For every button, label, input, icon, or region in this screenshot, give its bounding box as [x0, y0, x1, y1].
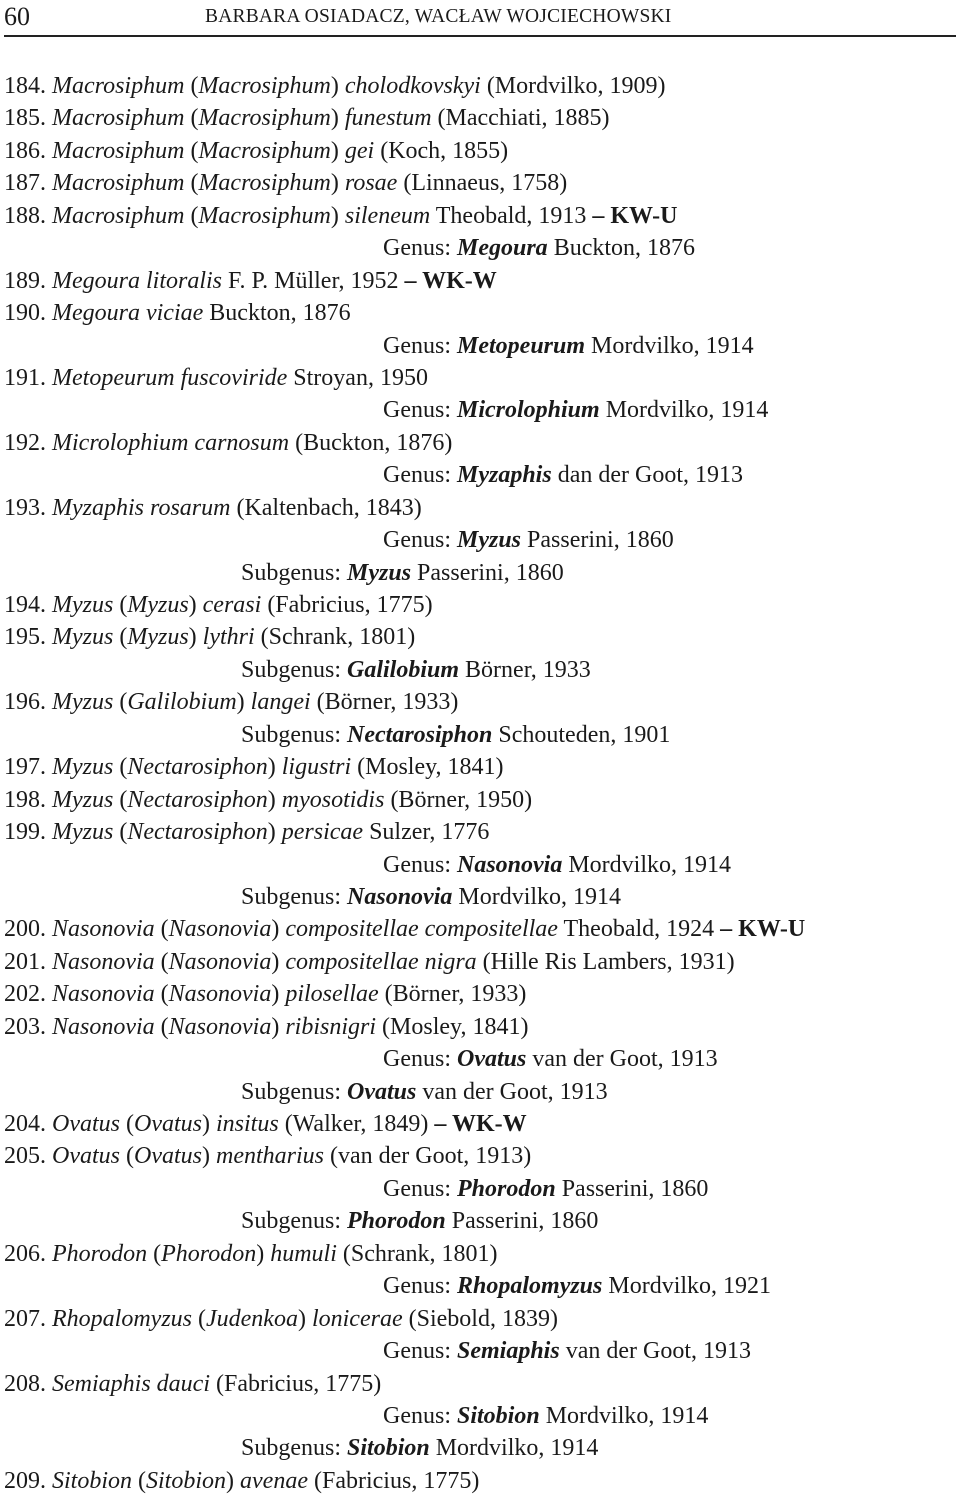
taxon-name: funestum: [344, 105, 432, 132]
plain-text: ): [267, 786, 282, 813]
plain-text: (: [113, 754, 128, 781]
subgenus-heading: [0, 1432, 960, 1464]
plain-text: Genus:: [383, 332, 457, 359]
status-code: – KW-U: [720, 916, 806, 943]
plain-text: 202.: [4, 981, 52, 1008]
plain-text: 189.: [4, 267, 52, 294]
taxon-name: Macrosiphum: [52, 202, 185, 229]
genus-heading: [0, 849, 960, 881]
plain-text: Theobald, 1924: [557, 916, 721, 943]
plain-text: ): [330, 170, 345, 197]
taxon-name: Semiaphis dauci: [52, 1370, 210, 1397]
plain-text: 198.: [4, 786, 52, 813]
plain-text: (: [154, 981, 169, 1008]
taxon-name: Megoura viciae: [52, 300, 204, 327]
taxon-name: Myzus: [52, 689, 114, 716]
taxon-name: Nectarosiphon: [127, 754, 268, 781]
plain-text: Passerini, 1860: [411, 559, 564, 586]
taxon-name: Nectarosiphon: [127, 786, 268, 813]
genus-heading: [0, 1270, 960, 1302]
plain-text: Buckton, 1876: [203, 300, 351, 327]
species-entry: [0, 265, 960, 297]
plain-text: Mordvilko, 1914: [562, 851, 732, 878]
genus-heading: [0, 1173, 960, 1205]
subgenus-heading: [0, 557, 960, 589]
taxon-name: Macrosiphum: [198, 202, 331, 229]
plain-text: 199.: [4, 819, 52, 846]
species-entry: [0, 135, 960, 167]
plain-text: Subgenus:: [241, 721, 348, 748]
taxon-name: langei: [250, 689, 311, 716]
genus-name: Sitobion: [457, 1402, 540, 1429]
plain-text: Theobald, 1913: [430, 202, 593, 229]
species-entry: [0, 1140, 960, 1172]
taxon-name: Ovatus: [52, 1111, 120, 1137]
taxon-name: Nasonovia: [168, 948, 272, 975]
genus-name: Nasonovia: [347, 883, 453, 910]
species-entry: [0, 1303, 960, 1335]
species-entry: [0, 913, 960, 945]
species-entry: [0, 70, 960, 102]
plain-text: Passerini, 1860: [445, 1208, 599, 1235]
subgenus-heading: [0, 1205, 960, 1237]
plain-text: dan der Goot, 1913: [551, 462, 743, 489]
plain-text: (: [132, 1467, 147, 1494]
plain-text: Buckton, 1876: [547, 235, 696, 262]
species-entry: [0, 784, 960, 816]
genus-name: Ovatus: [457, 1046, 527, 1073]
taxon-name: Myzus: [52, 754, 114, 781]
plain-text: (: [184, 170, 199, 197]
plain-text: (: [184, 137, 199, 164]
status-code: – WK-W: [404, 267, 497, 294]
plain-text: Genus:: [383, 1273, 457, 1300]
taxon-name: Metopeurum fuscoviride: [52, 364, 288, 391]
species-entry: [0, 946, 960, 978]
plain-text: (: [113, 592, 128, 618]
taxon-name: Ovatus: [52, 1143, 120, 1170]
taxon-name: rosae: [344, 170, 398, 197]
taxon-name: Macrosiphum: [52, 137, 185, 164]
plain-text: Genus:: [383, 462, 457, 489]
plain-text: (: [184, 105, 199, 132]
genus-name: Metopeurum: [457, 332, 586, 359]
genus-heading: [0, 232, 960, 264]
taxon-name: Myzus: [52, 592, 114, 618]
subgenus-heading: [0, 654, 960, 686]
subgenus-heading: [0, 719, 960, 751]
taxon-name: Nasonovia: [52, 981, 155, 1008]
plain-text: ): [188, 592, 203, 618]
taxon-name: persicae: [281, 819, 364, 846]
status-code: – KW-U: [592, 202, 678, 229]
plain-text: (Fabricius, 1775): [209, 1370, 382, 1397]
genus-heading: [0, 524, 960, 556]
species-entry: [0, 167, 960, 199]
plain-text: ): [256, 1240, 271, 1267]
plain-text: ): [271, 948, 286, 975]
plain-text: (: [154, 1013, 169, 1040]
plain-text: (: [113, 819, 128, 846]
plain-text: (: [184, 73, 199, 99]
status-code: – WK-W: [434, 1111, 527, 1137]
plain-text: 190.: [4, 300, 52, 327]
taxon-name: Sitobion: [146, 1467, 227, 1494]
genus-name: Sitobion: [347, 1435, 430, 1462]
plain-text: Genus:: [383, 397, 457, 424]
taxon-name: Phorodon: [52, 1240, 148, 1267]
plain-text: (: [113, 786, 128, 813]
plain-text: (: [147, 1240, 162, 1267]
taxon-name: cerasi: [202, 592, 262, 618]
taxon-name: compositellae compositellae: [285, 916, 558, 943]
plain-text: (Schrank, 1801): [336, 1240, 498, 1267]
species-entry: [0, 816, 960, 848]
plain-text: Subgenus:: [241, 1078, 348, 1105]
genus-name: Galilobium: [347, 656, 460, 683]
plain-text: (Börner, 1933): [310, 689, 459, 716]
plain-text: Passerini, 1860: [555, 1175, 709, 1202]
plain-text: (: [192, 1305, 206, 1332]
genus-name: Nasonovia: [457, 851, 563, 878]
plain-text: (Koch, 1855): [374, 137, 509, 164]
genus-heading: [0, 1335, 960, 1367]
plain-text: Subgenus:: [241, 1208, 348, 1235]
species-entry: [0, 492, 960, 524]
plain-text: van der Goot, 1913: [559, 1338, 751, 1365]
taxon-name: Nasonovia: [168, 916, 272, 943]
plain-text: Genus:: [383, 527, 457, 554]
taxon-name: lythri: [202, 624, 255, 651]
genus-name: Phorodon: [457, 1175, 556, 1202]
taxon-name: Macrosiphum: [198, 137, 331, 164]
plain-text: (: [120, 1111, 134, 1137]
header-rule: [4, 35, 956, 37]
species-entry: [0, 1011, 960, 1043]
genus-name: Megoura: [457, 235, 548, 262]
taxon-name: Myzus: [127, 592, 189, 618]
taxon-name: ligustri: [281, 754, 352, 781]
taxon-name: Nasonovia: [52, 1013, 155, 1040]
plain-text: 194.: [4, 592, 52, 618]
taxon-name: Nasonovia: [168, 1013, 272, 1040]
plain-text: Subgenus:: [241, 1435, 348, 1462]
genus-name: Semiaphis: [457, 1338, 560, 1365]
species-entry: [0, 297, 960, 329]
plain-text: (Börner, 1950): [384, 786, 533, 813]
species-entry: [0, 1465, 960, 1497]
plain-text: 188.: [4, 202, 52, 229]
plain-text: ): [297, 1305, 312, 1332]
genus-name: Myzus: [347, 559, 412, 586]
subgenus-heading: [0, 881, 960, 913]
taxon-name: Ovatus: [134, 1143, 202, 1170]
taxon-name: Myzus: [127, 624, 189, 651]
taxon-name: lonicerae: [311, 1305, 403, 1332]
plain-text: Börner, 1933: [459, 656, 591, 683]
taxon-name: Myzus: [52, 819, 114, 846]
plain-text: ): [202, 1111, 216, 1137]
taxon-name: Macrosiphum: [198, 105, 331, 132]
page-header: [0, 0, 960, 36]
plain-text: (Mosley, 1841): [351, 754, 504, 781]
taxon-name: Megoura litoralis: [52, 267, 223, 294]
plain-text: 200.: [4, 916, 52, 943]
genus-name: Ovatus: [347, 1078, 417, 1105]
plain-text: (: [154, 916, 169, 943]
plain-text: Mordvilko, 1921: [602, 1273, 772, 1300]
species-entry: [0, 1368, 960, 1400]
plain-text: van der Goot, 1913: [416, 1078, 608, 1105]
plain-text: Genus:: [383, 851, 457, 878]
plain-text: ): [226, 1467, 241, 1494]
plain-text: ): [271, 981, 286, 1008]
taxon-name: cholodkovskyi: [344, 73, 481, 99]
plain-text: ): [188, 624, 203, 651]
taxon-name: Judenkoa: [206, 1305, 298, 1332]
genus-name: Myzaphis: [457, 462, 552, 489]
plain-text: (: [154, 948, 169, 975]
plain-text: (Kaltenbach, 1843): [230, 494, 422, 521]
plain-text: (: [113, 624, 128, 651]
running-head: BARBARA OSIADACZ, WACŁAW WOJCIECHOWSKI: [205, 6, 672, 27]
plain-text: 208.: [4, 1370, 52, 1397]
plain-text: Schouteden, 1901: [492, 721, 671, 748]
plain-text: 187.: [4, 170, 52, 197]
taxon-name: Macrosiphum: [198, 73, 331, 99]
plain-text: 193.: [4, 494, 52, 521]
plain-text: ): [330, 105, 345, 132]
taxon-name: Myzaphis rosarum: [52, 494, 231, 521]
species-entry: [0, 751, 960, 783]
plain-text: ): [271, 1013, 286, 1040]
taxon-name: Nasonovia: [52, 948, 155, 975]
plain-text: F. P. Müller, 1952: [222, 267, 405, 294]
taxon-name: Microlophium carnosum: [52, 429, 290, 456]
taxon-name: Macrosiphum: [52, 105, 185, 132]
plain-text: Genus:: [383, 1338, 457, 1365]
plain-text: (Siebold, 1839): [402, 1305, 558, 1332]
plain-text: ): [271, 916, 286, 943]
genus-name: Microlophium: [457, 397, 600, 424]
genus-heading: [0, 1043, 960, 1075]
plain-text: (Macchiati, 1885): [431, 105, 610, 132]
taxon-name: gei: [344, 137, 375, 164]
plain-text: (Mosley, 1841): [376, 1013, 529, 1040]
plain-text: (Linnaeus, 1758): [397, 170, 568, 197]
plain-text: ): [202, 1143, 216, 1170]
taxon-name: Nasonovia: [52, 916, 155, 943]
taxon-name: myosotidis: [281, 786, 385, 813]
plain-text: 192.: [4, 429, 52, 456]
taxon-name: Nasonovia: [168, 981, 272, 1008]
plain-text: Subgenus:: [241, 559, 348, 586]
species-entry: [0, 1108, 960, 1140]
species-entry: [0, 427, 960, 459]
taxon-name: humuli: [270, 1240, 337, 1267]
plain-text: Mordvilko, 1914: [429, 1435, 599, 1462]
taxon-name: sileneum: [344, 202, 431, 229]
plain-text: Mordvilko, 1914: [452, 883, 622, 910]
species-entry: [0, 978, 960, 1010]
taxon-name: insitus: [216, 1111, 279, 1137]
plain-text: (Hille Ris Lambers, 1931): [476, 948, 735, 975]
genus-heading: [0, 1400, 960, 1432]
taxon-name: Nectarosiphon: [127, 819, 268, 846]
species-list: [0, 70, 960, 1497]
plain-text: 209.: [4, 1467, 52, 1494]
plain-text: 203.: [4, 1013, 52, 1040]
plain-text: 207.: [4, 1305, 52, 1332]
taxon-name: Myzus: [52, 786, 114, 813]
plain-text: Genus:: [383, 235, 457, 262]
plain-text: (van der Goot, 1913): [324, 1143, 532, 1170]
taxon-name: avenae: [240, 1467, 308, 1494]
subgenus-heading: [0, 1076, 960, 1108]
plain-text: 191.: [4, 364, 52, 391]
genus-heading: [0, 330, 960, 362]
plain-text: Genus:: [383, 1046, 457, 1073]
plain-text: (Buckton, 1876): [289, 429, 453, 456]
species-entry: [0, 589, 960, 621]
plain-text: ): [236, 689, 251, 716]
plain-text: (Fabricius, 1775): [261, 592, 433, 618]
taxon-name: Macrosiphum: [52, 170, 185, 197]
taxon-name: Macrosiphum: [198, 170, 331, 197]
plain-text: Stroyan, 1950: [287, 364, 428, 391]
plain-text: (: [120, 1143, 134, 1170]
taxon-name: Galilobium: [127, 689, 237, 716]
plain-text: 206.: [4, 1240, 52, 1267]
plain-text: 185.: [4, 105, 52, 132]
plain-text: 204.: [4, 1111, 52, 1137]
taxon-name: ribisnigri: [285, 1013, 377, 1040]
plain-text: 184.: [4, 73, 52, 99]
plain-text: (Fabricius, 1775): [308, 1467, 480, 1494]
plain-text: ): [267, 754, 282, 781]
species-entry: [0, 686, 960, 718]
taxon-name: pilosellae: [285, 981, 379, 1008]
plain-text: 186.: [4, 137, 52, 164]
plain-text: 205.: [4, 1143, 52, 1170]
plain-text: (Mordvilko, 1909): [480, 73, 666, 99]
plain-text: ): [330, 73, 345, 99]
plain-text: 201.: [4, 948, 52, 975]
plain-text: Genus:: [383, 1402, 457, 1429]
plain-text: ): [330, 137, 345, 164]
plain-text: Subgenus:: [241, 883, 348, 910]
taxon-name: compositellae nigra: [285, 948, 477, 975]
species-entry: [0, 200, 960, 232]
species-entry: [0, 102, 960, 134]
genus-heading: [0, 459, 960, 491]
plain-text: Sulzer, 1776: [363, 819, 490, 846]
taxon-name: Myzus: [52, 624, 114, 651]
plain-text: (Schrank, 1801): [254, 624, 416, 651]
plain-text: (Börner, 1933): [378, 981, 527, 1008]
taxon-name: mentharius: [216, 1143, 324, 1170]
taxon-name: Macrosiphum: [52, 73, 185, 99]
taxon-name: Ovatus: [134, 1111, 202, 1137]
plain-text: Passerini, 1860: [521, 527, 674, 554]
plain-text: Mordvilko, 1914: [585, 332, 754, 359]
plain-text: Mordvilko, 1914: [599, 397, 769, 424]
plain-text: (: [184, 202, 199, 229]
plain-text: (Walker, 1849): [278, 1111, 435, 1137]
species-entry: [0, 362, 960, 394]
genus-name: Phorodon: [347, 1208, 446, 1235]
taxon-name: Phorodon: [161, 1240, 257, 1267]
page-number: 60: [4, 2, 30, 31]
plain-text: ): [330, 202, 345, 229]
plain-text: 196.: [4, 689, 52, 716]
plain-text: Subgenus:: [241, 656, 348, 683]
species-entry: [0, 1238, 960, 1270]
plain-text: 197.: [4, 754, 52, 781]
plain-text: Genus:: [383, 1175, 457, 1202]
species-entry: [0, 621, 960, 653]
plain-text: (: [113, 689, 128, 716]
plain-text: Mordvilko, 1914: [539, 1402, 709, 1429]
taxon-name: Rhopalomyzus: [52, 1305, 192, 1332]
genus-name: Nectarosiphon: [347, 721, 493, 748]
taxon-name: Sitobion: [52, 1467, 133, 1494]
plain-text: van der Goot, 1913: [526, 1046, 718, 1073]
plain-text: 195.: [4, 624, 52, 651]
genus-heading: [0, 394, 960, 426]
genus-name: Myzus: [457, 527, 522, 554]
plain-text: ): [267, 819, 282, 846]
genus-name: Rhopalomyzus: [457, 1273, 603, 1300]
